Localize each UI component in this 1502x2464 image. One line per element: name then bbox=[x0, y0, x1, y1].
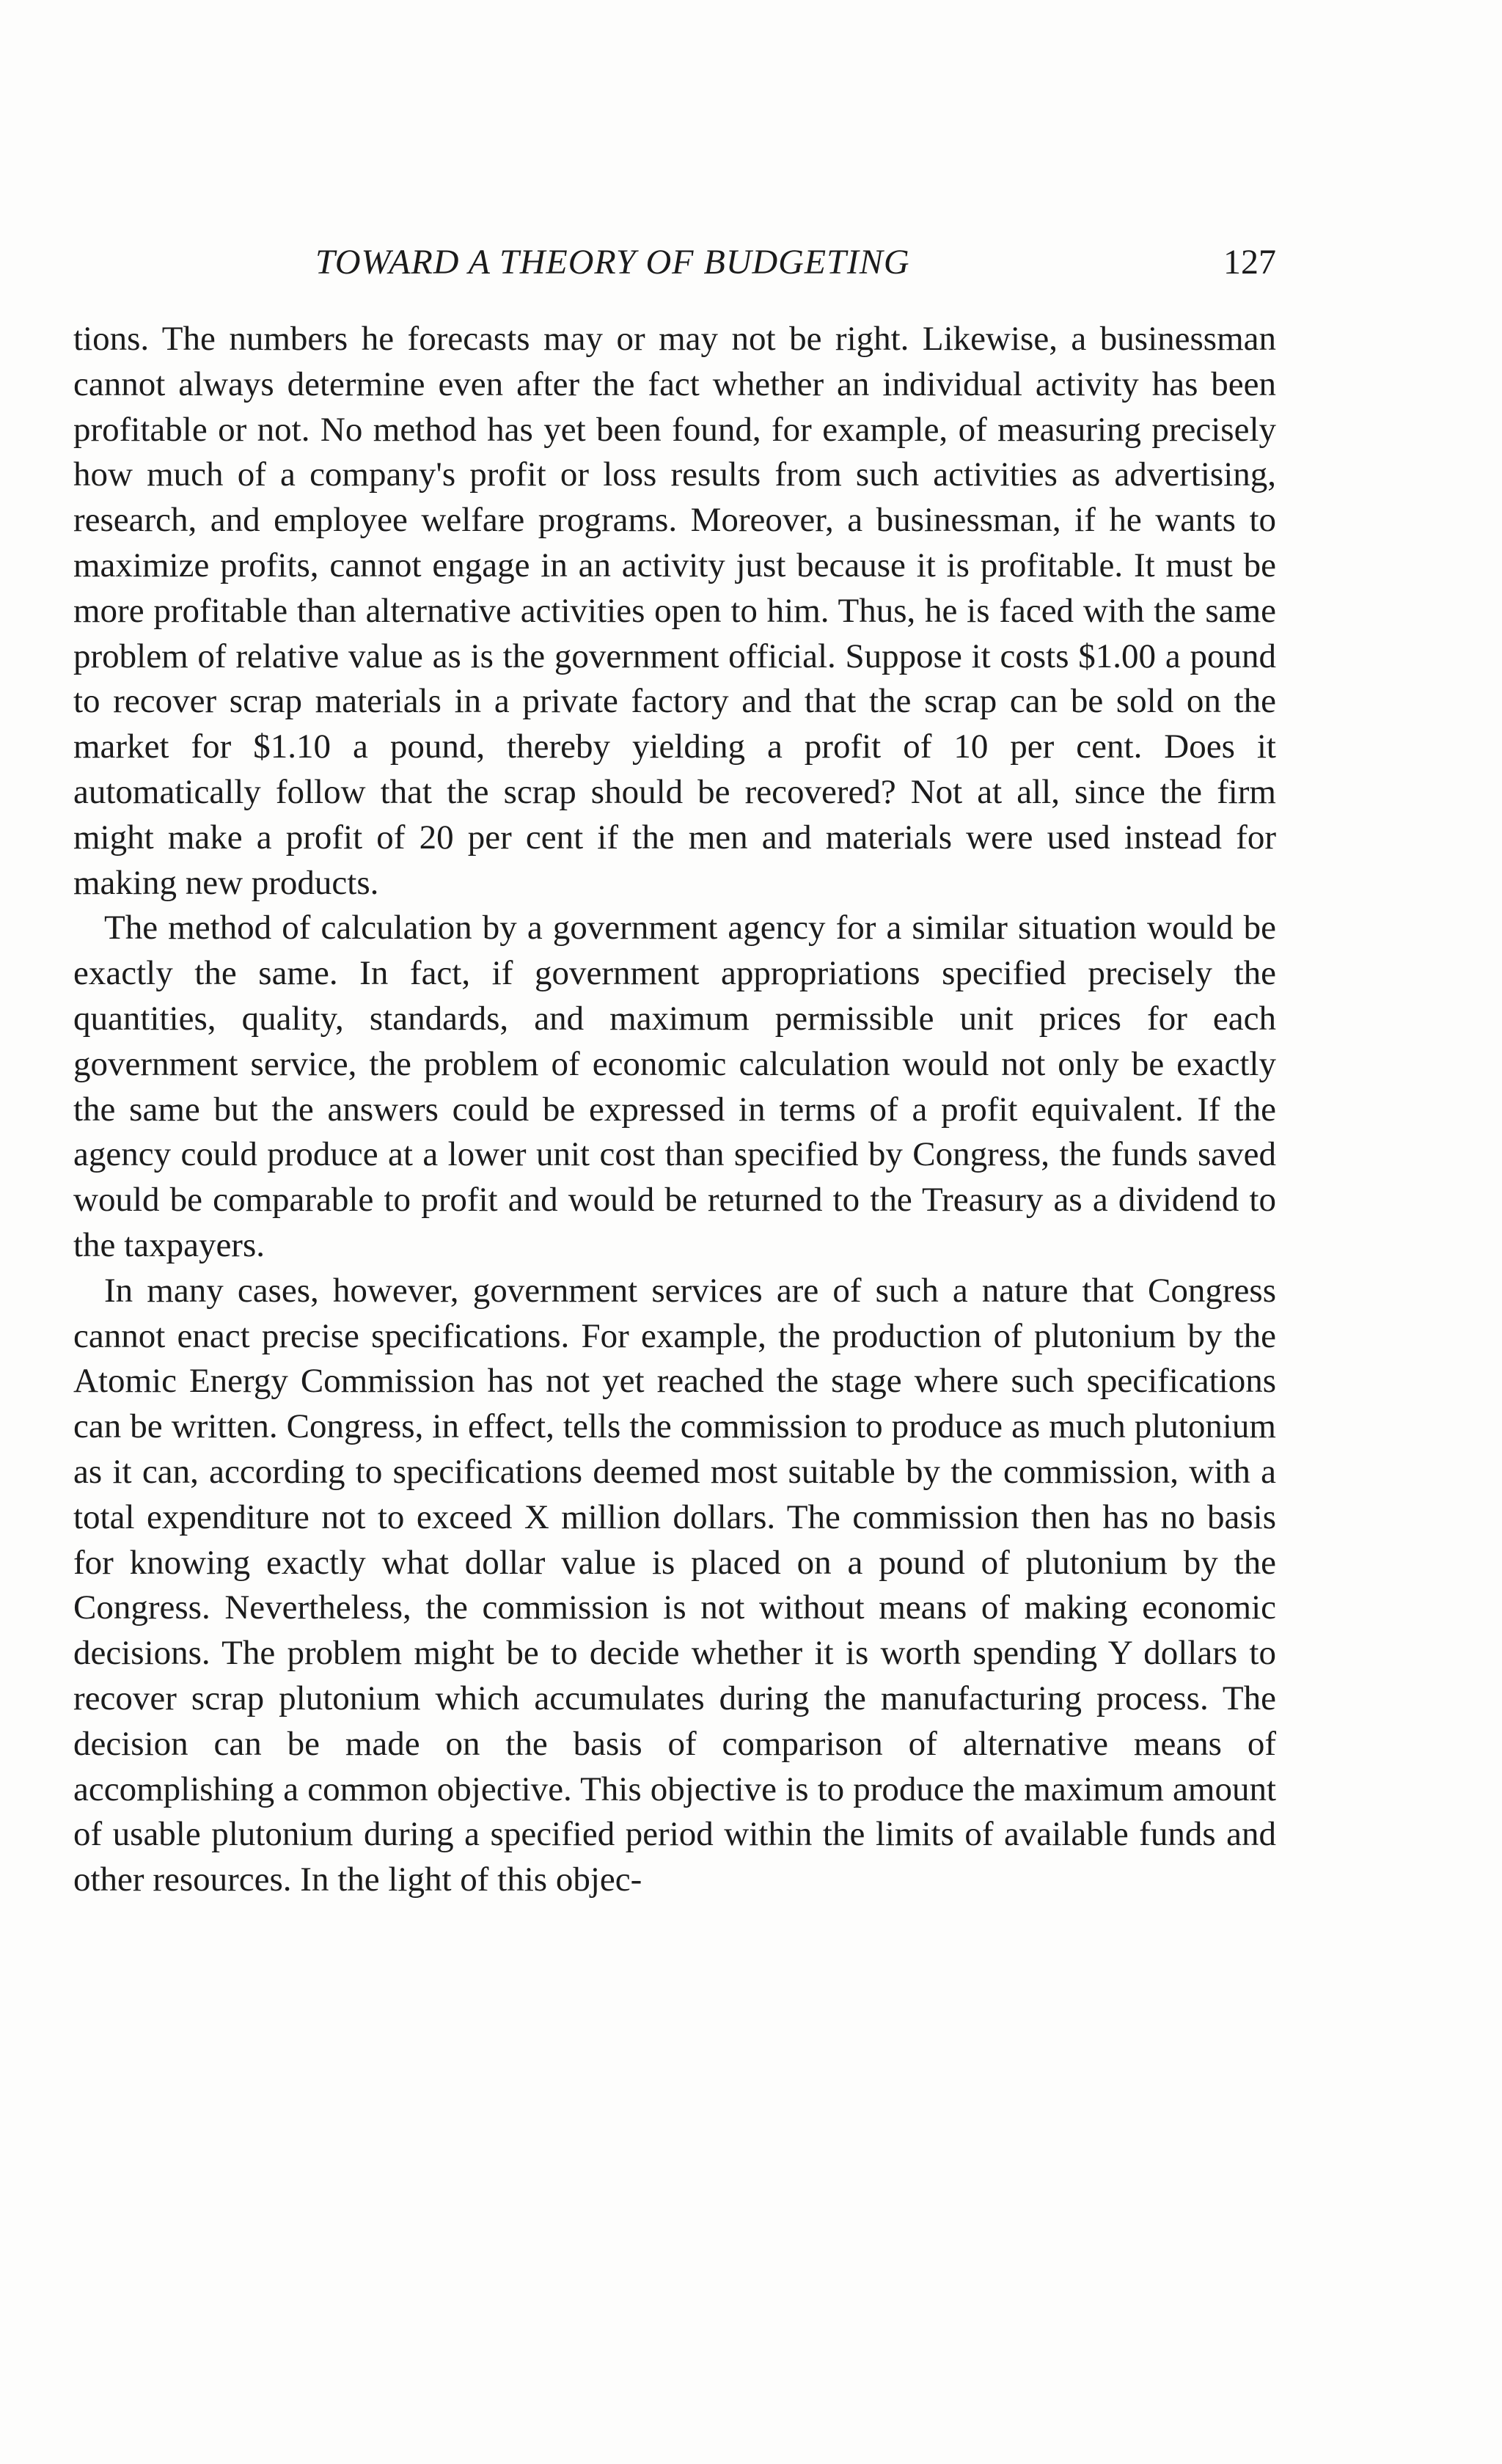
paragraph: In many cases, however, government services are of such a nature that Congress cannot enact precise specifications. For example, the production of plutonium by the Atomic Energy Commission has not yet reached the stage where such specifications can be written. Congress, in effect, tells the commission to produce as much plutonium as it can, according to specifications deemed most suitable by the commission, with a total expenditure not to exceed X million dollars. The commission then has no basis for knowing exactly what dollar value is placed on a pound of plutonium by the Congress. Nevertheless, the commission is not without means of making economic decisions. The problem might be to decide whether it is worth spending Y dollars to recover scrap plutonium which accumulates during the manufacturing process. The decision can be made on the basis of comparison of alternative means of accomplishing a common objective. This objective is to produce the maximum amount of usable plutonium during a specified period within the limits of available funds and other resources. In the light of this objec- bbox=[73, 1271, 1276, 1899]
running-head bbox=[73, 242, 1276, 301]
paragraph-continued: tions. The numbers he forecasts may or may not be right. Likewise, a businessman cannot always determine even after the fact whether an individual activity has been profitable or not. No method has yet been found, for example, of measuring precisely how much of a company's profit or loss results from such activities as advertising, research, and employee welfare programs. Moreover, a businessman, if he wants to maximize profits, cannot engage in an activity just because it is profitable. It must be more profitable than alternative activities open to him. Thus, he is faced with the same problem of relative value as is the government official. Suppose it costs $1.00 a pound to recover scrap materials in a private factory and that the scrap can be sold on the market for $1.10 a pound, thereby yielding a profit of 10 per cent. Does it automatically follow that the scrap should be recovered? Not at all, since the firm might make a profit of 20 per cent if the men and materials were used instead for making new products. bbox=[73, 320, 1276, 902]
body-text bbox=[73, 317, 1276, 1903]
running-title: TOWARD A THEORY OF BUDGETING bbox=[315, 243, 910, 282]
page-number: 127 bbox=[1223, 243, 1276, 282]
paragraph: The method of calculation by a government agency for a similar situation would be exactly the same. In fact, if government appropriations specified precisely the quantities, quality, standards, and maximum permissible unit prices for each government service, the problem of economic calculation would not only be exactly the same but the answers could be expressed in terms of a profit equivalent. If the agency could produce at a lower unit cost than specified by Congress, the funds saved would be comparable to profit and would be returned to the Treasury as a dividend to the taxpayers. bbox=[73, 909, 1276, 1264]
